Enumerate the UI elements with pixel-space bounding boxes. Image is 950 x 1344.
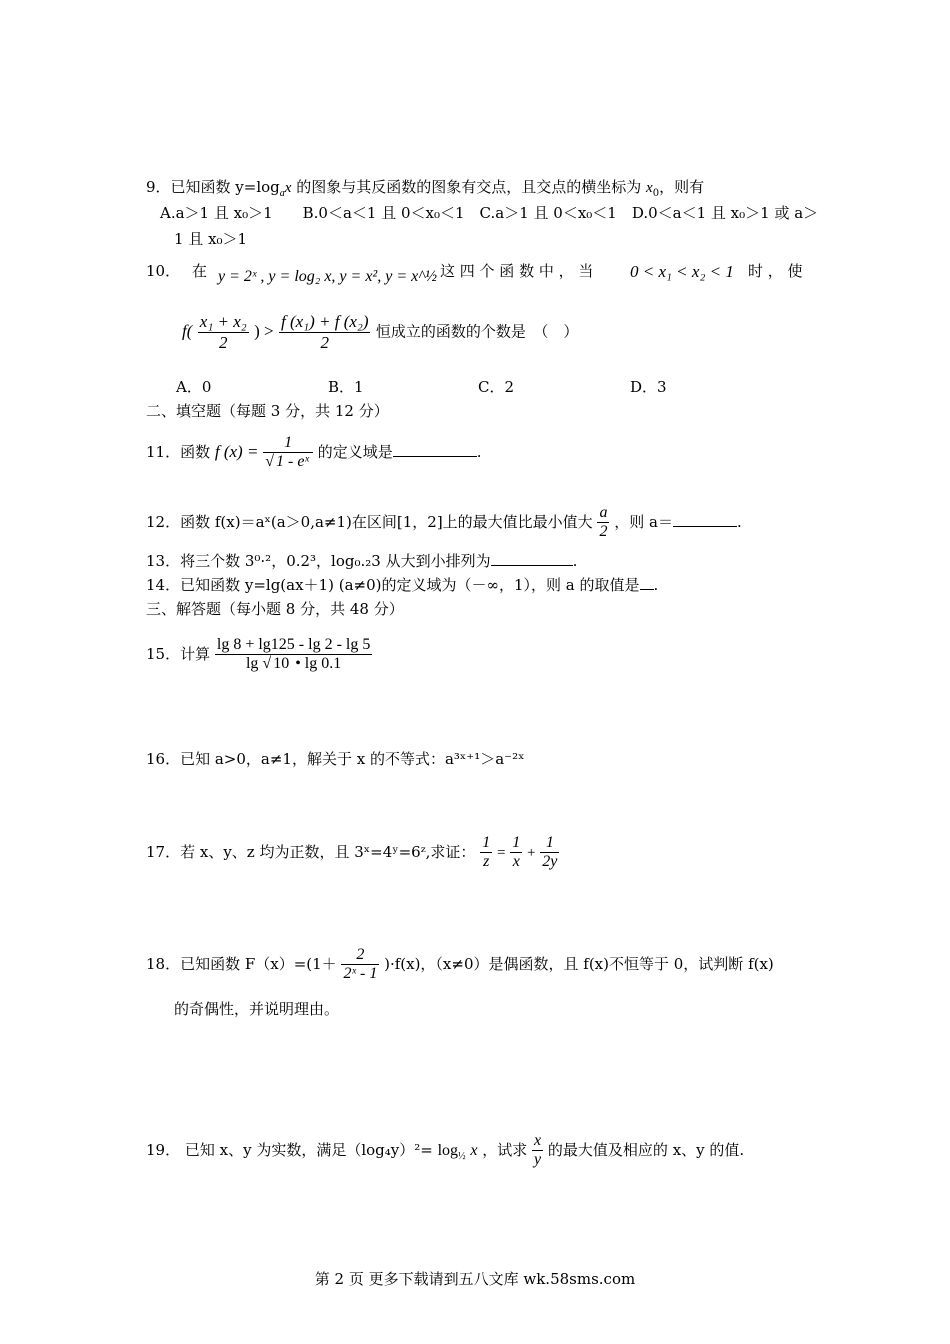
q19: 19． 已知 x、y 为实数，满足$(\log_4y)^2= \log_{\frac{1}{2}} x$ ，试求 $\frac{x}{y}$ 的最大值及相应的 x、y 的值. [146, 1132, 745, 1169]
q9-stem: 9．已知函数 $y=\log_ax$ 的图象与其反函数的图象有交点，且交点的横坐标为 $x_0$，则有 [146, 178, 705, 199]
section-solve-title: 三、解答题（每小题 8 分，共 48 分） [146, 600, 404, 618]
q10-mid: 这 四 个 函 数 中 ， 当 [440, 262, 594, 280]
q18-line2: 的奇偶性，并说明理由。 [174, 1000, 340, 1018]
q10-tail: 时 ， 使 [748, 262, 803, 280]
q14: 14．已知函数 y=lg(ax＋1) (a≠0)的定义域为（－∞，1），则 a 的取值是 . [146, 576, 659, 594]
q9-options-line1: A.a＞1 且 x₀＞1 B.0＜a＜1 且 0＜x₀＜1 C.a＞1 且 0＜x₀＜1 D.0＜a＜1 且 x₀＞1 或 a＞ [160, 204, 819, 222]
q13: 13．将三个数 3⁰·²，0.2³，log₀.₂3 从大到小排列为 . [146, 552, 578, 570]
q16: 16．已知 a>0，a≠1，解关于 x 的不等式：a³ˣ⁺¹＞a⁻²ˣ [146, 750, 525, 768]
section-fill-in-title: 二、填空题（每题 3 分，共 12 分） [146, 402, 389, 420]
q9-options-line2: 1 且 x₀＞1 [174, 230, 248, 248]
q10-functions: y = 2ˣ , y = log₂ x, y = x², y = x^½ [218, 268, 437, 285]
q10-option-d: D．3 [630, 378, 667, 396]
q15: 15．计算 $\frac{\lg 8 + \lg 125 - \lg 2 - \lg 5}{\lg √ 10 • \lg 0.1}$ [146, 636, 371, 673]
q11: 11．函数 f (x) = $\frac{1}{\text{√ 1 - eˣ}}$ 的定义域是 . [146, 434, 482, 471]
q10-condition: 0 < x₁ < x₂ < 1 [630, 262, 734, 281]
q10-inequality: f( $\frac{\text{x₁ + x₂}}{2}$ ) > $\frac{\text{f (x₁) + f (x₂)}}{2}$ 恒成立的函数的个数是 （ ） [182, 312, 579, 352]
q10-option-b: B．1 [328, 378, 364, 396]
page-footer: 第 2 页 更多下载请到五八文库 wk.58sms.com [314, 1270, 636, 1288]
q12: 12．函数 f(x)＝aˣ(a＞0,a≠1)在区间[1，2]上的最大值比最小值大 $\frac{a}{2}$ ，则 a＝ . [146, 504, 742, 541]
q17: 17．若 x、y、z 均为正数，且 3ˣ=4ʸ=6ᶻ,求证： $\frac{1}{z}$ = $\frac{1}{x}$ + $\frac{1}{2y}$ [146, 834, 558, 871]
q18: 18．已知函数 F（x）=(1＋ $\frac{2}{\text{2ˣ - 1}}$ )·f(x)，（x≠0）是偶函数，且 f(x)不恒等于 0，试判断 f(x) [146, 946, 774, 983]
q10-option-c: C．2 [478, 378, 515, 396]
q10-number: 10． [146, 262, 181, 280]
q10-zai: 在 [192, 262, 208, 280]
q10-option-a: A．0 [176, 378, 212, 396]
